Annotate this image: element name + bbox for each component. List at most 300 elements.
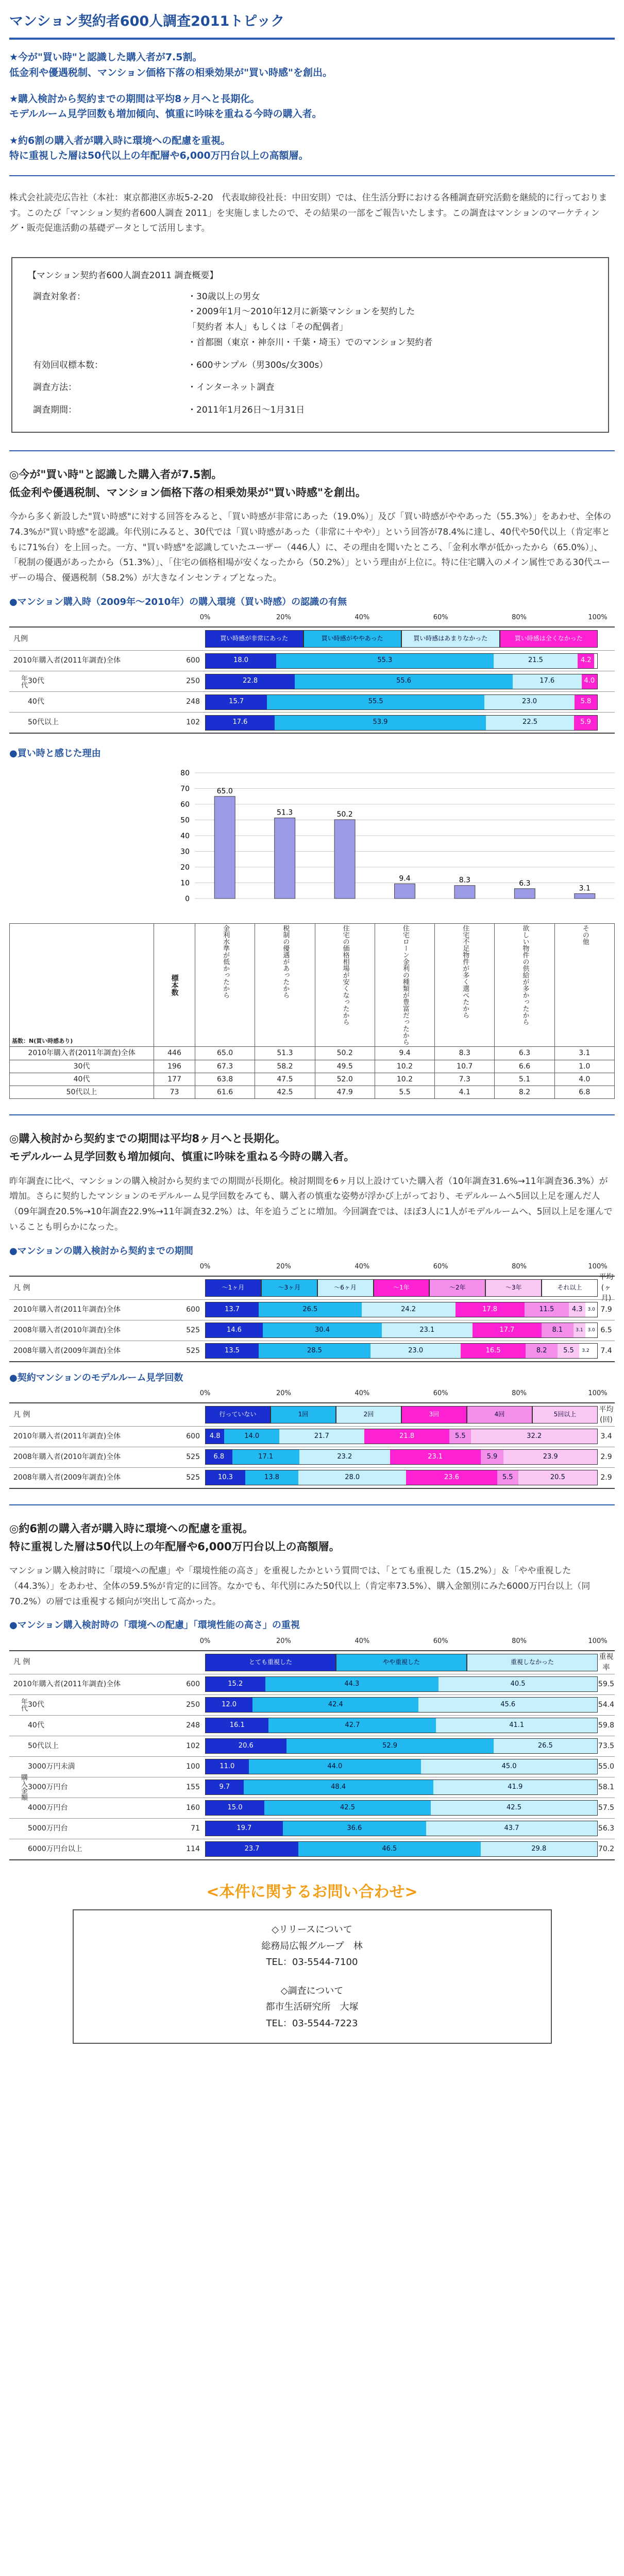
chart-3 <box>9 1262 615 1362</box>
chart-5 <box>9 1637 615 1860</box>
axis-tick-label: 0% <box>199 614 211 622</box>
legend-label: 凡 例 <box>13 1658 30 1667</box>
row-n: 102 <box>186 1741 200 1750</box>
row-n: 525 <box>186 1347 200 1355</box>
row-avg: 7.9 <box>600 1306 612 1314</box>
cell-value: 65.0 <box>195 1047 255 1060</box>
row-avg: 3.4 <box>600 1432 612 1441</box>
axis-tick-label: 0% <box>199 1262 211 1270</box>
chart-row <box>9 1715 615 1736</box>
legend-item: それ以上 <box>542 1279 598 1297</box>
chart-row <box>9 1736 615 1756</box>
chart-1 <box>9 613 615 734</box>
bar-segment: 55.6 <box>295 674 513 689</box>
y-tick-label: 60 <box>180 801 190 809</box>
bar-segment: 32.2 <box>471 1429 597 1444</box>
chart-row <box>9 1299 615 1320</box>
bar-segment: 22.8 <box>206 674 295 689</box>
overview-row <box>28 358 593 374</box>
bar-segment: 41.9 <box>433 1780 597 1794</box>
highlights <box>9 50 615 164</box>
bar-value-label: 50.2 <box>336 810 353 819</box>
axis-tick-label: 80% <box>512 1262 527 1270</box>
bar-segment: 3.0 <box>585 1323 597 1337</box>
bar <box>275 818 295 899</box>
chart-title-4: ●契約マンションのモデルルーム見学回数 <box>9 1372 183 1383</box>
bar-segment: 5.5 <box>497 1470 518 1485</box>
stacked-bar <box>205 1821 598 1836</box>
row-label-text: 30代 <box>28 1700 44 1709</box>
bar-segment: 23.0 <box>370 1344 461 1358</box>
bar-value-label: 51.3 <box>277 808 293 817</box>
overview-row <box>28 380 593 396</box>
chart-title-2: ●買い時と感じた理由 <box>9 748 101 759</box>
bar-segment: 18.0 <box>206 654 276 668</box>
row-label <box>9 1720 164 1731</box>
bar-segment: 16.1 <box>206 1718 268 1733</box>
bar-segment: 24.2 <box>362 1302 456 1317</box>
divider <box>9 38 615 40</box>
row-label <box>9 697 164 707</box>
row-label-text: 40代 <box>28 1721 44 1730</box>
highlight-line: 特に重視した層は50代以上の年配層や6,000万円台以上の高額層。 <box>9 150 309 162</box>
row-n: 525 <box>186 1453 200 1462</box>
row-label <box>9 717 164 727</box>
chart-table <box>9 626 615 734</box>
bar-segment: 30.4 <box>263 1323 382 1337</box>
chart-row <box>9 1320 615 1341</box>
legend-item: 〜6ヶ月 <box>317 1279 374 1297</box>
bar <box>214 796 235 899</box>
axis-tick-label: 100% <box>588 1389 608 1397</box>
legend-item: 重視しなかった <box>467 1654 598 1671</box>
row-label <box>9 1844 164 1854</box>
bar-segment: 28.0 <box>298 1470 406 1485</box>
overview-key: 調査期間： <box>33 405 77 416</box>
row-label-text: 2008年購入者(2010年調査)全体 <box>13 1326 121 1335</box>
bar-segment: 23.7 <box>206 1842 298 1856</box>
axis-tick-label: 80% <box>512 614 527 622</box>
cell-value: 52.0 <box>315 1073 375 1086</box>
stacked-bar <box>205 1697 598 1713</box>
stacked-bar <box>205 1800 598 1816</box>
chart-row <box>9 1818 615 1839</box>
chart-row <box>9 1774 615 1801</box>
bar-value-label: 65.0 <box>216 787 233 795</box>
bar-segment: 44.3 <box>265 1677 439 1691</box>
legend-item: 買い時感がややあった <box>303 630 402 648</box>
bar-segment: 14.0 <box>224 1429 279 1444</box>
legend-item: 買い時感が非常にあった <box>205 630 303 648</box>
row-label <box>9 1774 164 1801</box>
highlight-1 <box>9 50 615 80</box>
bar-segment: 23.9 <box>503 1450 597 1464</box>
bar-segment: 42.4 <box>252 1698 418 1712</box>
bar-segment: 20.6 <box>206 1739 286 1753</box>
row-label: 2010年購入者(2011年調査)全体 <box>10 1047 154 1060</box>
cell-value: 9.4 <box>375 1047 434 1060</box>
axis-ticks <box>199 1389 608 1402</box>
axis-tick-label: 40% <box>355 614 370 622</box>
row-avg: 57.5 <box>598 1803 615 1812</box>
stacked-bar <box>205 1449 598 1465</box>
bar-segment: 45.6 <box>418 1698 597 1712</box>
category-header: 税制の優遇があったから <box>255 924 315 1047</box>
legend-item: 〜1年 <box>374 1279 430 1297</box>
chart-row <box>9 671 615 691</box>
bar-chart-svg <box>9 765 615 919</box>
bar-segment: 42.7 <box>268 1718 436 1733</box>
axis-tick-label: 60% <box>433 1637 448 1645</box>
row-label-text: 30代 <box>28 677 44 686</box>
chart-row <box>9 1839 615 1859</box>
overview-key: 調査対象者： <box>33 291 86 302</box>
bar-segment: 21.7 <box>279 1429 364 1444</box>
row-label-text: 2010年購入者(2011年調査)全体 <box>13 656 121 665</box>
row-n: 600 <box>186 1680 200 1688</box>
highlight-2 <box>9 92 615 122</box>
bar-segment: 28.5 <box>259 1344 370 1358</box>
bar-segment: 9.7 <box>206 1780 244 1794</box>
legend-item: 5回以上 <box>532 1406 598 1423</box>
category-header: 住宅ローン金利の種類が豊富だったから <box>375 924 434 1047</box>
row-label <box>9 1761 164 1772</box>
contact-line: TEL：03-5544-7100 <box>266 1957 358 1968</box>
row-n: 177 <box>154 1073 195 1086</box>
bar-value-label: 8.3 <box>459 876 471 885</box>
axis-tick-label: 40% <box>355 1637 370 1645</box>
legend-item: 買い時感は全くなかった <box>500 630 598 648</box>
bar-segment: 26.5 <box>259 1302 361 1317</box>
chart-header <box>9 1403 615 1426</box>
side-label: 年代 <box>20 1698 27 1711</box>
overview-value: ・600サンプル（男300s/女300s） <box>188 360 328 370</box>
row-label-text: 50代以上 <box>28 1741 59 1750</box>
category-header: 住宅不足物件が多く選べたから <box>435 924 495 1047</box>
axis-tick-label: 20% <box>276 1389 291 1397</box>
y-tick-label: 40 <box>180 832 190 841</box>
row-n: 250 <box>186 1700 200 1709</box>
row-n: 71 <box>191 1824 200 1833</box>
axis-tick-label: 100% <box>588 1262 608 1270</box>
cell-value: 50.2 <box>315 1047 375 1060</box>
row-avg: 70.2 <box>598 1844 615 1853</box>
row-label-text: 2010年購入者(2011年調査)全体 <box>13 1680 121 1688</box>
bar-segment: 19.7 <box>206 1821 283 1836</box>
overview-key: 調査方法： <box>33 382 77 393</box>
bar <box>454 886 475 899</box>
cell-value: 63.8 <box>195 1073 255 1086</box>
bar-segment: 42.5 <box>264 1801 431 1815</box>
overview-row <box>28 304 593 320</box>
y-tick-label: 10 <box>180 879 190 888</box>
axis-tick-label: 100% <box>588 1637 608 1645</box>
row-label-text: 2010年購入者(2011年調査)全体 <box>13 1306 121 1314</box>
stacked-bar <box>205 715 598 731</box>
axis-tick-label: 20% <box>276 614 291 622</box>
cell-value: 8.2 <box>495 1086 554 1099</box>
bar-segment: 15.2 <box>206 1677 265 1691</box>
row-label-text: 3000万円未満 <box>28 1762 75 1771</box>
overview-value: ・2009年1月〜2010年12月に新築マンションを契約した <box>188 307 415 317</box>
reason-table <box>9 923 615 1099</box>
row-avg: 56.3 <box>598 1824 615 1833</box>
bar-segment: 4.8 <box>206 1429 224 1444</box>
row-label <box>9 1698 164 1711</box>
bar-segment: 3.2 <box>579 1344 592 1358</box>
axis-tick-label: 20% <box>276 1637 291 1645</box>
bar-segment: 4.3 <box>569 1302 585 1317</box>
row-n: 196 <box>154 1060 195 1073</box>
stacked-bar <box>205 1676 598 1692</box>
row-label-text: 6000万円台以上 <box>28 1844 82 1853</box>
legend-item: 〜2年 <box>429 1279 485 1297</box>
overview-row <box>28 335 593 351</box>
bar-segment: 26.5 <box>494 1739 597 1753</box>
chart-4 <box>9 1389 615 1489</box>
chart-row <box>9 712 615 733</box>
cell-value: 7.3 <box>435 1073 495 1086</box>
chart-row <box>9 1447 615 1467</box>
divider <box>9 1504 615 1505</box>
row-avg: 55.0 <box>598 1762 615 1771</box>
bar-segment: 17.6 <box>513 674 582 689</box>
stacked-bar <box>205 1302 598 1317</box>
bar <box>334 820 355 899</box>
row-label <box>9 1472 164 1483</box>
row-label <box>9 1823 164 1834</box>
avg-header: 重視率 <box>599 1653 614 1672</box>
intro-text: 株式会社読売広告社（本社：東京都港区赤坂5-2-20 代表取締役社長：中田安則）では、住生活分野における各種調査研究活動を継続的に行っております。このたび「マンション契約者600人調査 2011」を実施しましたので、その結果の一部をご報告いたします。この調査はマンションのマーケティング・販売促進活動の基礎データとして活用します。 <box>9 192 608 234</box>
y-tick-label: 20 <box>180 863 190 872</box>
bar-segment: 12.0 <box>206 1698 252 1712</box>
stacked-bar <box>205 1323 598 1338</box>
axis-ticks <box>199 1262 608 1276</box>
bar-segment: 5.5 <box>449 1429 471 1444</box>
n-header: 標本数 <box>154 924 195 1047</box>
chart-row <box>9 1341 615 1361</box>
bar-segment: 16.5 <box>461 1344 526 1358</box>
bar-segment: 13.5 <box>206 1344 259 1358</box>
legend-item: 〜1ヶ月 <box>205 1279 261 1297</box>
chart-row <box>9 691 615 712</box>
cell-value: 10.7 <box>435 1060 495 1073</box>
axis-ticks <box>199 613 608 626</box>
contact-heading: <本件に関するお問い合わせ> <box>206 1883 418 1901</box>
legend-label: 凡例 <box>13 634 28 643</box>
cell-value: 3.1 <box>554 1047 614 1060</box>
contact-line <box>74 1971 551 1983</box>
row-avg: 6.5 <box>600 1326 612 1335</box>
row-n: 102 <box>186 718 200 727</box>
legend-item: 1回 <box>271 1406 336 1423</box>
bar <box>514 889 535 899</box>
chart-row <box>9 1467 615 1488</box>
divider <box>9 450 615 451</box>
category-header: その他 <box>554 924 614 1047</box>
cell-value: 10.2 <box>375 1073 434 1086</box>
section-text-3: マンション購入検討時に「環境への配慮」や「環境性能の高さ」を重視したかという質問では、「とても重視した（15.2%）」＆「やや重視した（44.3%）」をあわせ、全体の59.5%が肯定的に回答。なかでも、年代別にみた50代以上（肯定率73.5%）、購入金額別にみた6000万円台以上（同70.2%）の層では重視する傾向が突出して高かった。 <box>9 1566 591 1607</box>
highlight-line: ★約6割の購入者が購入時に環境への配慮を重視。 <box>9 134 231 146</box>
category-header: 欲しい物件の供給が多かったから <box>495 924 554 1047</box>
bar-segment: 55.3 <box>276 654 493 668</box>
stacked-bar <box>205 1718 598 1733</box>
legend-item: 買い時感はあまりなかった <box>401 630 500 648</box>
row-n: 155 <box>186 1783 200 1791</box>
bar-segment: 23.1 <box>382 1323 473 1337</box>
legend <box>205 1406 598 1423</box>
bar-value-label: 9.4 <box>399 874 411 883</box>
row-label-text: 2008年購入者(2009年調査)全体 <box>13 1347 121 1355</box>
bar-segment: 11.5 <box>525 1302 569 1317</box>
bar-segment: 17.7 <box>473 1323 542 1337</box>
overview-key <box>28 304 188 320</box>
stacked-bar <box>205 694 598 710</box>
cell-value: 1.0 <box>554 1060 614 1073</box>
bar-value-label: 6.3 <box>519 879 531 888</box>
legend <box>205 1279 598 1297</box>
row-label <box>9 1679 164 1689</box>
bar-segment: 13.8 <box>245 1470 298 1485</box>
overview-key <box>28 320 188 335</box>
section-heading-1: ◎今が"買い時"と認識した購入者が7.5割。 低金利や優遇税制、マンション価格下落の相乗効果が"買い時感"を創出。 <box>9 468 366 499</box>
bar-segment: 15.0 <box>206 1801 264 1815</box>
axis-tick-label: 80% <box>512 1637 527 1645</box>
row-n: 114 <box>186 1844 200 1853</box>
cell-value: 8.3 <box>435 1047 495 1060</box>
row-label-text: 50代以上 <box>28 718 59 727</box>
chart-header <box>9 1273 615 1302</box>
row-label <box>9 1803 164 1813</box>
overview-row <box>28 320 593 335</box>
contact-line: ◇調査について <box>280 1985 344 1996</box>
bar <box>395 884 415 899</box>
bar-segment: 6.8 <box>206 1450 232 1464</box>
cell-value: 10.2 <box>375 1060 434 1073</box>
avg-header: 平均(回) <box>599 1405 614 1424</box>
row-n: 250 <box>186 677 200 686</box>
y-tick-label: 80 <box>180 769 190 778</box>
bar-segment: 43.7 <box>426 1821 597 1836</box>
row-n: 525 <box>186 1326 200 1335</box>
row-label <box>9 1346 164 1356</box>
cell-value: 4.0 <box>554 1073 614 1086</box>
row-label-text: 4000万円台 <box>28 1803 68 1812</box>
row-avg: 54.4 <box>598 1700 615 1709</box>
cell-value: 42.5 <box>255 1086 315 1099</box>
bar-segment: 20.5 <box>518 1470 597 1485</box>
row-label: 40代 <box>10 1073 154 1086</box>
bar-segment: 21.5 <box>494 654 578 668</box>
overview-value: ・首都圏（東京・神奈川・千葉・埼玉）でのマンション契約者 <box>188 337 433 348</box>
stacked-bar <box>205 674 598 689</box>
highlight-3 <box>9 133 615 164</box>
chart-table <box>9 1273 615 1362</box>
bar-segment: 4.2 <box>578 654 594 668</box>
stacked-bar <box>205 1841 598 1857</box>
row-label-text: 5000万円台 <box>28 1824 68 1833</box>
legend-label: 凡 例 <box>13 1283 30 1292</box>
legend-item: 〜3ヶ月 <box>261 1279 317 1297</box>
axis-tick-label: 60% <box>433 1262 448 1270</box>
contact-line: 都市生活研究所 大塚 <box>265 2002 359 2012</box>
bar-segment: 55.5 <box>267 695 484 709</box>
bar-segment: 17.6 <box>206 716 275 730</box>
stacked-bar <box>205 1343 598 1359</box>
bar-segment: 4.0 <box>582 674 597 689</box>
row-avg: 73.5 <box>598 1741 615 1750</box>
bar-segment: 3.0 <box>585 1302 597 1317</box>
axis-tick-label: 100% <box>588 614 608 622</box>
avg-header: 平均(ヶ月) <box>599 1273 614 1302</box>
cell-value: 51.3 <box>255 1047 315 1060</box>
bar-segment: 10.3 <box>206 1470 245 1485</box>
row-avg: 59.5 <box>598 1680 615 1688</box>
row-label <box>9 1304 164 1315</box>
legend <box>205 1654 598 1671</box>
row-avg: 58.1 <box>598 1783 615 1791</box>
row-label-text: 2008年購入者(2009年調査)全体 <box>13 1473 121 1482</box>
cell-value: 6.6 <box>495 1060 554 1073</box>
row-n: 160 <box>186 1803 200 1812</box>
row-n: 248 <box>186 1721 200 1730</box>
bar-segment: 23.6 <box>406 1470 497 1485</box>
bar-segment: 22.5 <box>486 716 574 730</box>
cell-value: 6.3 <box>495 1047 554 1060</box>
axis-tick-label: 0% <box>199 1389 211 1397</box>
highlight-line: ★今が"買い時"と認識した購入者が7.5割。 <box>9 52 203 63</box>
row-label-text: 2010年購入者(2011年調査)全体 <box>13 1432 121 1441</box>
axis-ticks <box>199 1637 608 1650</box>
bar-value-label: 3.1 <box>579 884 591 893</box>
cell-value: 61.6 <box>195 1086 255 1099</box>
row-label: 30代 <box>10 1060 154 1073</box>
overview-row <box>28 290 593 305</box>
row-label <box>9 1741 164 1751</box>
bar-segment: 15.7 <box>206 695 267 709</box>
bar-segment: 44.0 <box>249 1759 421 1774</box>
highlight-line: 低金利や優遇税制、マンション価格下落の相乗効果が"買い時感"を創出。 <box>9 66 332 78</box>
chart-table <box>9 1650 615 1860</box>
row-n: 73 <box>154 1086 195 1099</box>
row-label <box>9 1431 164 1442</box>
chart-row <box>9 1694 615 1715</box>
row-avg: 2.9 <box>600 1453 612 1462</box>
bar-segment: 5.9 <box>481 1450 504 1464</box>
cell-value: 58.2 <box>255 1060 315 1073</box>
bar-segment: 5.8 <box>575 695 597 709</box>
row-avg: 2.9 <box>600 1473 612 1482</box>
side-label: 購入金額 <box>20 1774 27 1801</box>
axis-tick-label: 80% <box>512 1389 527 1397</box>
overview-box <box>11 257 609 433</box>
chart-title-3: ●マンションの購入検討から契約までの期間 <box>9 1245 193 1257</box>
row-n: 600 <box>186 656 200 665</box>
cell-value: 47.9 <box>315 1086 375 1099</box>
stacked-bar <box>205 1780 598 1795</box>
bar-segment: 42.5 <box>431 1801 597 1815</box>
bar-segment: 8.2 <box>526 1344 558 1358</box>
axis-tick-label: 60% <box>433 1389 448 1397</box>
bar-segment: 14.6 <box>206 1323 263 1337</box>
overview-value: ・インターネット調査 <box>188 382 275 393</box>
legend-item: 行っていない <box>205 1406 271 1423</box>
stacked-bar <box>205 1470 598 1485</box>
row-n: 446 <box>154 1047 195 1060</box>
bar-segment: 36.6 <box>283 1821 426 1836</box>
legend-item: 3回 <box>401 1406 467 1423</box>
divider <box>9 175 615 176</box>
